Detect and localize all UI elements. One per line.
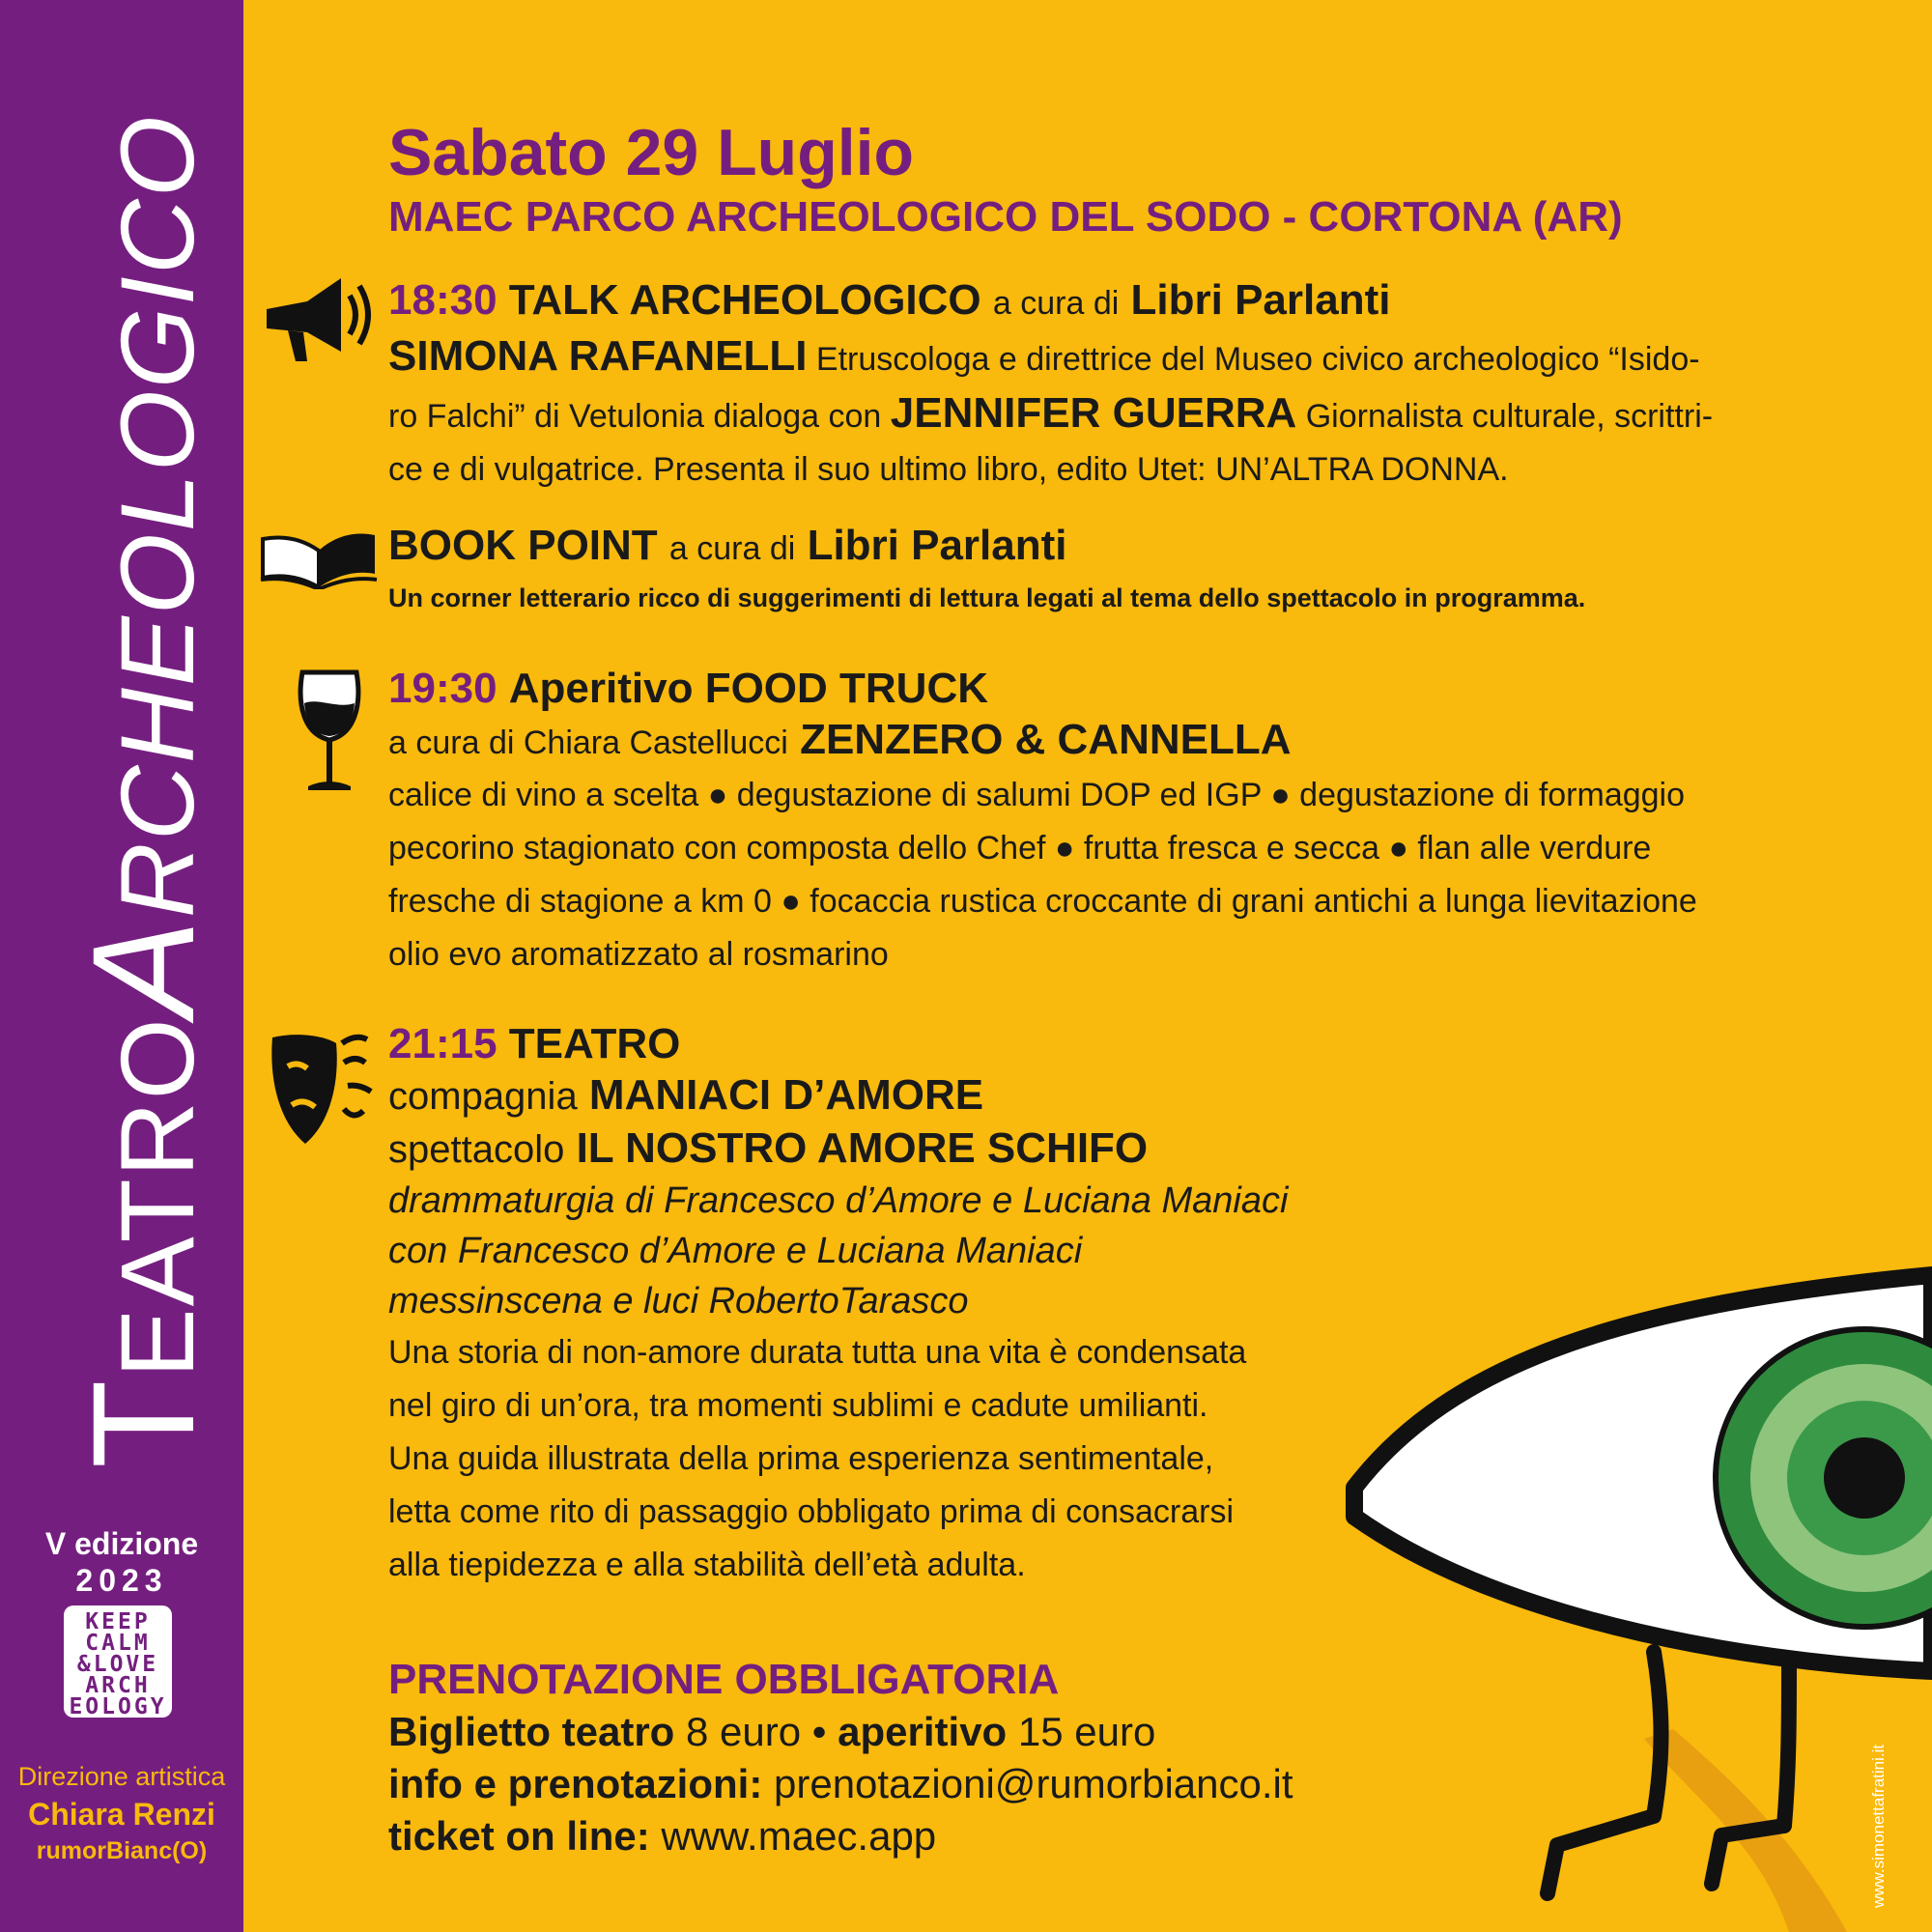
badge-line: EOLOGY	[69, 1694, 167, 1719]
theatre-title: TEATRO	[508, 1020, 681, 1067]
badge-line: CALM	[85, 1631, 151, 1656]
talk-text: Etruscologa e direttrice del Museo civico archeologico “Isido-	[815, 341, 1700, 378]
megaphone-icon	[259, 272, 381, 365]
talk-title: TALK ARCHEOLOGICO	[508, 276, 981, 324]
company-name: MANIACI D’AMORE	[588, 1071, 984, 1119]
badge-line: KEEP	[85, 1609, 151, 1634]
book-icon	[259, 522, 379, 589]
speaker-2: JENNIFER GUERRA	[890, 389, 1297, 437]
theatre-time: 21:15	[388, 1020, 497, 1067]
booking-section	[388, 1654, 1818, 1862]
director-name: Chiara Renzi	[28, 1797, 215, 1832]
wine-glass-icon	[295, 667, 364, 794]
show-description-line: letta come rito di passaggio obbligato prima di consacrarsi	[388, 1493, 1235, 1530]
by-prefix: a cura di	[992, 285, 1120, 322]
show-description-line: nel giro di un’ora, tra momenti sublimi e cadute umilianti.	[388, 1387, 1208, 1424]
title-word-2: RCHEOLOGICO	[99, 114, 215, 919]
food-vendor: ZENZERO & CANNELLA	[800, 716, 1292, 763]
by-prefix: a cura di Chiara Castellucci	[388, 724, 788, 761]
show-title: IL NOSTRO AMORE SCHIFO	[576, 1124, 1149, 1172]
badge-line: ARCH	[85, 1673, 151, 1698]
talk-curator: Libri Parlanti	[1130, 276, 1391, 324]
ticket-price: 8 euro •	[686, 1709, 827, 1754]
title-word-1: EATRO	[99, 1016, 215, 1378]
book-description: Un corner letterario ricco di suggerimenti di lettura legati al tema dello spettacolo in programma.	[388, 583, 1586, 612]
show-label: spettacolo	[388, 1128, 565, 1171]
show-description-line: Una guida illustrata della prima esperienza sentimentale,	[388, 1440, 1214, 1477]
title-initial-2: A	[62, 918, 224, 1017]
menu-line: olio evo aromatizzato al rosmarino	[388, 936, 889, 973]
event-date: Sabato 29 Luglio	[388, 116, 915, 189]
theatre-section	[388, 1018, 1818, 1592]
company-label: compagnia	[388, 1075, 578, 1118]
book-point-section	[388, 520, 1818, 621]
show-description-line: Una storia di non-amore durata tutta una vita è condensata	[388, 1334, 1247, 1371]
talk-time: 18:30	[388, 276, 497, 324]
theatre-mask-icon	[267, 1028, 379, 1148]
speaker-1: SIMONA RAFANELLI	[388, 332, 808, 380]
organization: rumorBianc(O)	[36, 1837, 208, 1864]
event-venue: MAEC PARCO ARCHEOLOGICO DEL SODO - CORTONA (AR)	[388, 193, 1623, 241]
food-time: 19:30	[388, 665, 497, 712]
food-section	[388, 663, 1818, 981]
menu-line: pecorino stagionato con composta dello Chef ● frutta fresca e secca ● flan alle verdure	[388, 830, 1652, 867]
vertical-title	[62, 114, 224, 1468]
direction-label: Direzione artistica	[17, 1762, 226, 1791]
talk-section	[388, 274, 1818, 497]
show-credit: drammaturgia di Francesco d’Amore e Luciana Maniaci	[388, 1180, 1289, 1221]
show-credit: con Francesco d’Amore e Luciana Maniaci	[388, 1231, 1083, 1271]
badge-line: &LOVE	[76, 1652, 159, 1677]
food-title: Aperitivo FOOD TRUCK	[508, 665, 989, 712]
book-title: BOOK POINT	[388, 522, 658, 569]
ticket-website-link[interactable]: www.maec.app	[661, 1813, 937, 1859]
designer-credit: www.simonettafratini.it	[1869, 1744, 1888, 1908]
aperitivo-label: aperitivo	[838, 1709, 1008, 1754]
online-label: ticket on line:	[388, 1813, 650, 1859]
talk-text: ro Falchi” di Vetulonia dialoga con	[388, 398, 882, 435]
edition-label: V edizione	[44, 1526, 199, 1561]
info-label: info e prenotazioni:	[388, 1761, 763, 1806]
keep-calm-badge	[64, 1605, 172, 1718]
edition-year: 2023	[75, 1563, 168, 1598]
booking-title: PRENOTAZIONE OBBLIGATORIA	[388, 1656, 1060, 1703]
show-description-line: alla tiepidezza e alla stabilità dell’età adulta.	[388, 1547, 1026, 1583]
by-prefix: a cura di	[668, 530, 796, 567]
ticket-label: Biglietto teatro	[388, 1709, 675, 1754]
title-initial: T	[62, 1378, 224, 1468]
talk-text: ce e di vulgatrice. Presenta il suo ultimo libro, edito Utet: UN’ALTRA DONNA.	[388, 451, 1509, 488]
show-credit: messinscena e luci RobertoTarasco	[388, 1281, 969, 1321]
talk-text: Giornalista culturale, scrittri-	[1305, 398, 1714, 435]
menu-line: calice di vino a scelta ● degustazione di salumi DOP ed IGP ● degustazione di formaggio	[388, 777, 1686, 813]
sidebar	[0, 0, 243, 1932]
event-header	[388, 114, 1818, 243]
booking-email[interactable]: prenotazioni@rumorbianco.it	[773, 1761, 1293, 1806]
menu-line: fresche di stagione a km 0 ● focaccia rustica croccante di grani antichi a lunga lievitazione	[388, 883, 1697, 920]
aperitivo-price: 15 euro	[1017, 1709, 1156, 1754]
book-curator: Libri Parlanti	[807, 522, 1067, 569]
